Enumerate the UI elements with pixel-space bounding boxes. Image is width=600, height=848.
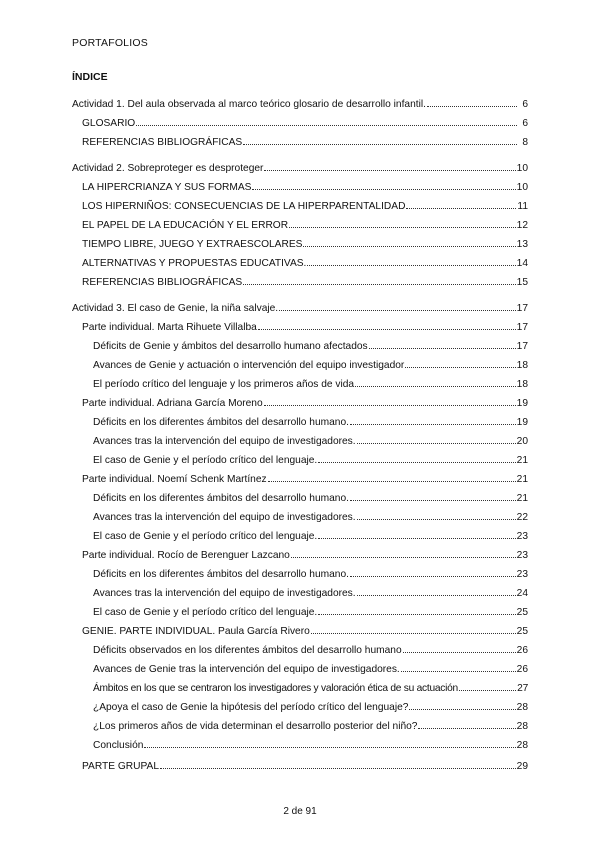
dot-leader xyxy=(409,700,515,710)
dot-leader xyxy=(357,434,516,444)
dot-leader xyxy=(427,97,517,107)
toc-page-number: 17 xyxy=(516,303,528,314)
toc-entry[interactable]: Déficits de Genie y ámbitos del desarrollo humano afectados 17 xyxy=(93,341,528,352)
toc-entry[interactable]: Parte individual. Noemí Schenk Martínez 21 xyxy=(82,474,528,485)
toc-page-number: 21 xyxy=(516,493,528,504)
toc-entry[interactable]: El caso de Genie y el período crítico del lenguaje. 21 xyxy=(93,455,528,466)
toc-page-number: 19 xyxy=(516,417,528,428)
dot-leader xyxy=(291,548,516,558)
dot-leader xyxy=(136,116,517,126)
toc-page-number: 10 xyxy=(516,182,528,193)
dot-leader xyxy=(307,256,515,266)
toc-entry[interactable]: Ámbitos en los que se centraron los investigadores y valoración ética de su actuación 27 xyxy=(93,683,528,694)
toc-page-number: 23 xyxy=(516,531,528,542)
toc-entry[interactable]: Parte individual. Marta Rihuete Villalba 17 xyxy=(82,322,528,333)
toc-page-number: 26 xyxy=(516,664,528,675)
dot-leader xyxy=(160,759,516,769)
toc-page-number: 28 xyxy=(516,721,528,732)
dot-leader xyxy=(369,339,516,349)
toc-entry[interactable]: Déficits en los diferentes ámbitos del desarrollo humano. 21 xyxy=(93,493,528,504)
toc-entry[interactable]: ALTERNATIVAS Y PROPUESTAS EDUCATIVAS. 14 xyxy=(82,258,528,269)
toc-page-number: 12 xyxy=(516,220,528,231)
toc-entry[interactable]: Déficits observados en los diferentes ámbitos del desarrollo humano 26 xyxy=(93,645,528,656)
toc-page-number: 10 xyxy=(516,163,528,174)
toc-entry[interactable]: Avances tras la intervención del equipo de investigadores. 24 xyxy=(93,588,528,599)
toc-entry[interactable]: REFERENCIAS BIBLIOGRÁFICAS 15 xyxy=(82,277,528,288)
dot-leader xyxy=(258,320,516,330)
running-header: PORTAFOLIOS xyxy=(72,37,148,49)
dot-leader xyxy=(311,624,516,634)
toc-page-number: 19 xyxy=(516,398,528,409)
dot-leader xyxy=(289,218,516,228)
dot-leader xyxy=(318,605,515,615)
dot-leader xyxy=(355,377,516,387)
toc-entry[interactable]: GENIE. PARTE INDIVIDUAL. Paula García Rivero 25 xyxy=(82,626,528,637)
page-indicator: 2 de 91 xyxy=(283,806,317,817)
dot-leader xyxy=(243,275,515,285)
toc-page-number: 25 xyxy=(516,607,528,618)
toc-page-number: 14 xyxy=(516,258,528,269)
toc-page-number: 25 xyxy=(516,626,528,637)
toc-page-number: 13 xyxy=(516,239,528,250)
toc-entry[interactable]: ¿Apoya el caso de Genie la hipótesis del período crítico del lenguaje? 28 xyxy=(93,702,528,713)
dot-leader xyxy=(264,161,515,171)
toc-entry[interactable]: El caso de Genie y el período crítico del lenguaje. 25 xyxy=(93,607,528,618)
dot-leader xyxy=(350,567,516,577)
toc-heading: ÍNDICE xyxy=(72,71,108,83)
toc-entry[interactable]: Actividad 3. El caso de Genie, la niña salvaje. 17 xyxy=(72,303,528,314)
toc-entry[interactable]: Avances de Genie y actuación o intervención del equipo investigador 18 xyxy=(93,360,528,371)
toc-entry[interactable]: Conclusión 28 xyxy=(93,740,528,751)
toc-page-number: 15 xyxy=(516,277,528,288)
toc-entry[interactable]: Actividad 2. Sobreproteger es desproteger 10 xyxy=(72,163,528,174)
dot-leader xyxy=(243,135,517,145)
dot-leader xyxy=(264,396,516,406)
toc-entry[interactable]: Déficits en los diferentes ámbitos del desarrollo humano. 23 xyxy=(93,569,528,580)
dot-leader xyxy=(418,719,515,729)
dot-leader xyxy=(357,586,516,596)
dot-leader xyxy=(318,453,515,463)
toc-page-number: 22 xyxy=(516,512,528,523)
toc-entry[interactable]: Actividad 1. Del aula observada al marco teórico glosario de desarrollo infantil. 6 xyxy=(72,99,528,110)
toc-page-number: 18 xyxy=(516,379,528,390)
toc-page-number: 11 xyxy=(517,201,528,212)
toc-entry[interactable]: Avances de Genie tras la intervención del equipo de investigadores. 26 xyxy=(93,664,528,675)
toc-page-number: 21 xyxy=(516,455,528,466)
toc-entry[interactable]: ¿Los primeros años de vida determinan el desarrollo posterior del niño? 28 xyxy=(93,721,528,732)
toc-entry[interactable]: Avances tras la intervención del equipo de investigadores. 20 xyxy=(93,436,528,447)
dot-leader xyxy=(268,472,516,482)
toc-page-number: 28 xyxy=(516,702,528,713)
toc-entry[interactable]: Parte individual. Rocío de Berenguer Lazcano 23 xyxy=(82,550,528,561)
dot-leader xyxy=(252,180,515,190)
dot-leader xyxy=(303,237,515,247)
dot-leader xyxy=(318,529,515,539)
toc-entry[interactable]: GLOSARIO 6 xyxy=(82,118,528,129)
toc-page-number: 24 xyxy=(516,588,528,599)
dot-leader xyxy=(405,358,515,368)
dot-leader xyxy=(350,491,516,501)
toc-page-number: 27 xyxy=(517,683,528,694)
toc-page-number: 23 xyxy=(516,569,528,580)
toc-entry[interactable]: PARTE GRUPAL 29 xyxy=(82,761,528,772)
toc-page-number: 29 xyxy=(516,761,528,772)
toc-entry[interactable]: TIEMPO LIBRE, JUEGO Y EXTRAESCOLARES 13 xyxy=(82,239,528,250)
dot-leader xyxy=(279,301,516,311)
toc-page-number: 26 xyxy=(516,645,528,656)
toc-page-number: 6 xyxy=(522,118,528,129)
toc-page-number: 21 xyxy=(516,474,528,485)
toc-page-number: 17 xyxy=(516,341,528,352)
toc-page-number: 18 xyxy=(516,360,528,371)
toc-page-number: 23 xyxy=(516,550,528,561)
toc-page-number: 6 xyxy=(522,99,528,110)
toc-entry[interactable]: El caso de Genie y el período crítico del lenguaje. 23 xyxy=(93,531,528,542)
toc-entry[interactable]: REFERENCIAS BIBLIOGRÁFICAS 8 xyxy=(82,137,528,148)
dot-leader xyxy=(406,199,516,209)
toc-entry[interactable]: EL PAPEL DE LA EDUCACIÓN Y EL ERROR 12 xyxy=(82,220,528,231)
dot-leader xyxy=(357,510,516,520)
toc-page-number: 8 xyxy=(522,137,528,148)
toc-entry[interactable]: LA HIPERCRIANZA Y SUS FORMAS 10 xyxy=(82,182,528,193)
dot-leader xyxy=(401,662,516,672)
dot-leader xyxy=(459,681,516,691)
dot-leader xyxy=(350,415,516,425)
toc-page-number: 20 xyxy=(516,436,528,447)
toc-entry[interactable]: Avances tras la intervención del equipo de investigadores. 22 xyxy=(93,512,528,523)
toc-entry[interactable]: LOS HIPERNIÑOS: CONSECUENCIAS DE LA HIPERPARENTALIDAD 11 xyxy=(82,201,528,212)
toc-entry[interactable]: Déficits en los diferentes ámbitos del desarrollo humano. 19 xyxy=(93,417,528,428)
toc-page-number: 28 xyxy=(516,740,528,751)
toc-entry[interactable]: El período crítico del lenguaje y los primeros años de vida 18 xyxy=(93,379,528,390)
toc-page-number: 17 xyxy=(516,322,528,333)
dot-leader xyxy=(403,643,516,653)
toc-entry[interactable]: Parte individual. Adriana García Moreno 19 xyxy=(82,398,528,409)
dot-leader xyxy=(144,738,515,748)
